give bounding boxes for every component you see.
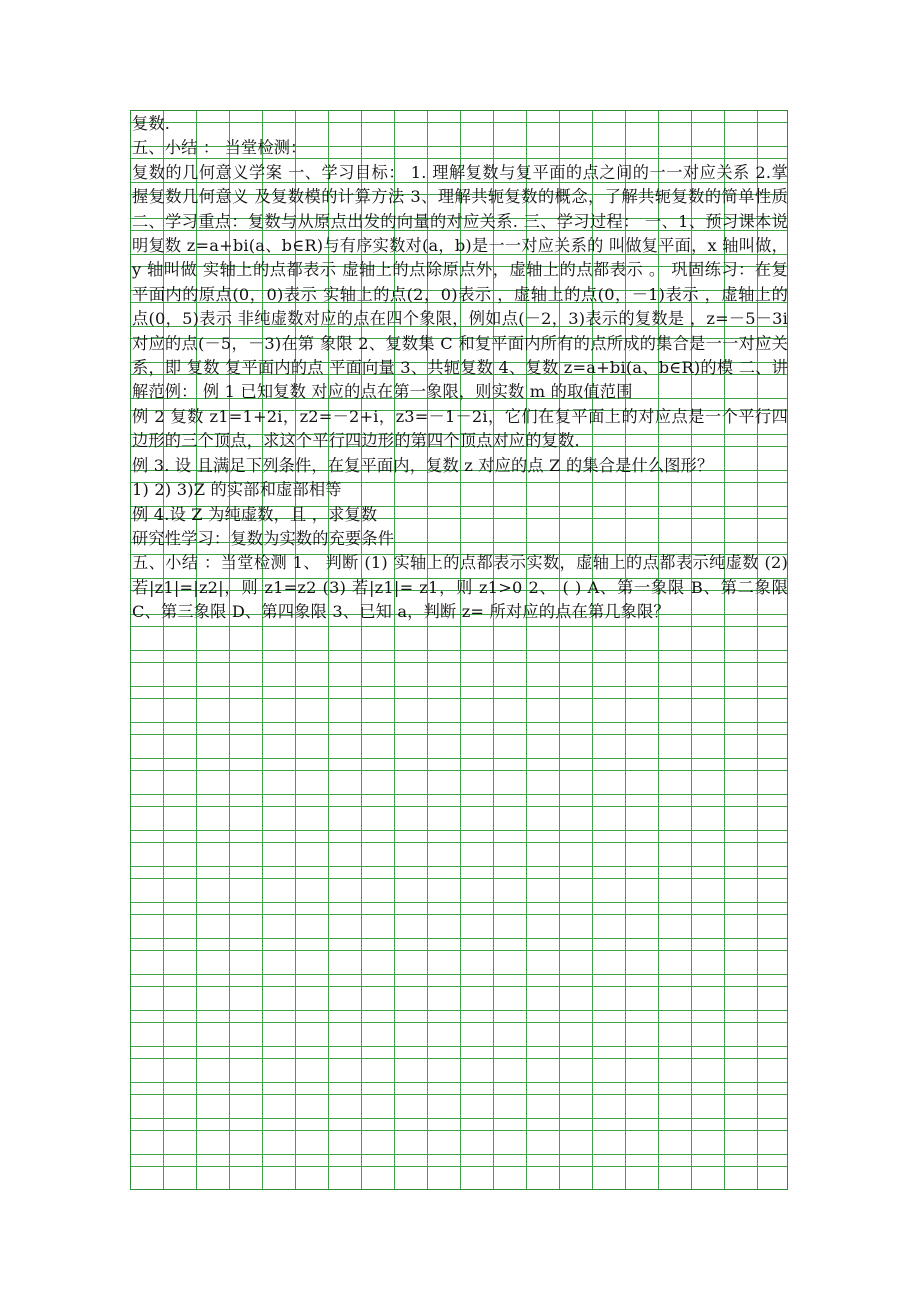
paragraph-learning-plan: 复数的几何意义学案 一、学习目标： 1. 理解复数与复平面的点之间的一一对应关系 2.掌握复数几何意义 及复数模的计算方法 3、理解共轭复数的概念，了解共轭复数的简单性质 二、学习重点：复数与从原点出发的向量的对应关系. 三、学习过程： 一、1、预习课本说明复数 z=a+bi(a、b∈R)与有序实数对(a，b)是一一对应关系的 叫做复平面，x 轴叫做，y 轴叫做 实轴上的点都表示 虚轴上的点除原点外，虚轴上的点都表示 。 巩固练习：在复平面内的原点(0，0)表示 实轴上的点(2，0)表示 ，虚轴上的点(0，－1)表示 ，虚轴上的点(0，5)表示 非纯虚数对应的点在四个象限，例如点(－2，3)表示的复数是 ，z=－5－3i 对应的点(－5，－3)在第 象限 2、复数集 C 和复平面内所有的点所成的集合是一一对应关系，即 复数 复平面内的点 平面向量 3、共轭复数 4、复数 z=a+bi(a、b∈R)的模 二、讲解范例： 例 1 已知复数 对应的点在第一象限，则实数 m 的取值范围 [132, 162, 788, 402]
paragraph-intro: 复数. [132, 114, 171, 133]
paragraph-research: 研究性学习：复数为实数的充要条件 [132, 528, 395, 548]
paragraph-exercises: 五、小结 ：当堂检测 1、 判断 (1) 实轴上的点都表示实数，虚轴上的点都表示纯虚数 (2) 若|z1|=|z2|，则 z1=z2 (3) 若|z1|= z1，则 z1>0 2、 ( ) A、第一象限 B、第二象限 C、第三象限 D、第四象限 3、已知 a，判断 z= 所对应的点在第几象限？ [132, 553, 788, 622]
paragraph-example-2: 例 2 复数 z1=1+2i，z2=－2+i，z3=－1－2i，它们在复平面上的对应点是一个平行四边形的三个顶点，求这个平行四边形的第四个顶点对应的复数. [132, 406, 788, 451]
paragraph-example-4: 例 4.设 Z 为纯虚数，且 ，求复数 [132, 504, 378, 524]
paragraph-summary-heading: 五、小结 ： 当堂检测： [132, 138, 307, 158]
document-body [132, 112, 788, 625]
paragraph-example-3: 例 3. 设 且满足下列条件，在复平面内，复数 z 对应的点 Z 的集合是什么图形？ [132, 455, 714, 475]
paragraph-conditions: 1) 2) 3)Z 的实部和虚部相等 [132, 480, 342, 500]
